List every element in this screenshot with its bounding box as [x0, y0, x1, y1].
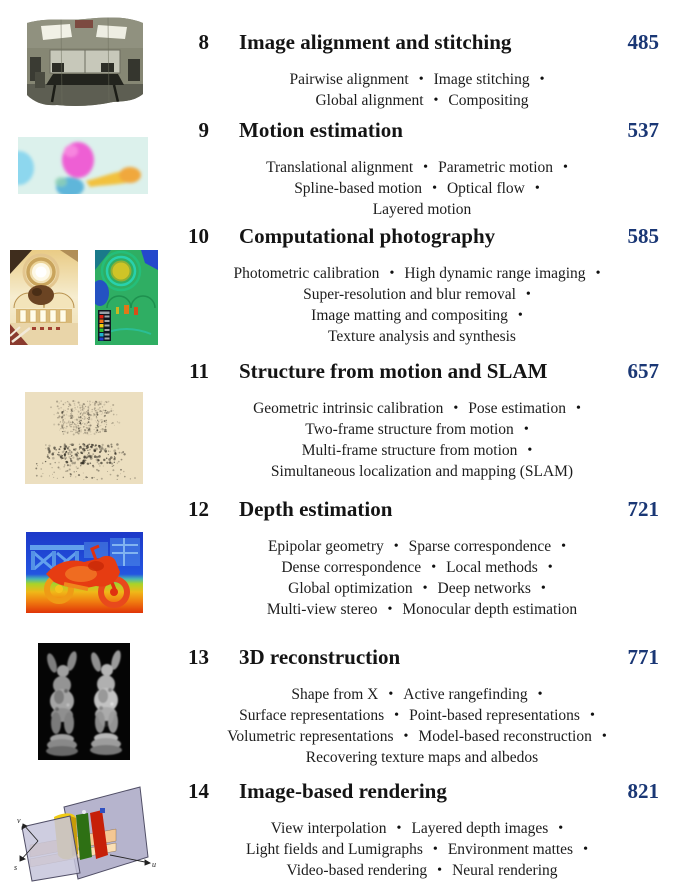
chapter-topics [185, 685, 659, 768]
topic-item: Translational alignment [266, 159, 414, 176]
bullet-separator: • [525, 287, 531, 302]
chapter-number: 13 [188, 645, 209, 669]
topic-item: Parametric motion [438, 159, 554, 176]
bullet-separator: • [394, 708, 400, 723]
chapter-number: 9 [198, 118, 209, 142]
topic-line [185, 706, 659, 727]
bullet-separator: • [534, 181, 540, 196]
chapter-page-number[interactable]: 821 [627, 779, 659, 803]
bullet-separator: • [423, 160, 429, 175]
topic-item: Layered motion [372, 201, 472, 218]
chapter-number: 11 [189, 359, 209, 383]
chapter-14-thumbnail-light-field-diagram [12, 783, 158, 887]
bullet-separator: • [523, 422, 529, 437]
topic-item: Local methods [446, 559, 538, 576]
chapter-page-number[interactable]: 485 [627, 30, 659, 54]
bullet-separator: • [431, 560, 437, 575]
chapter-entry-13 [185, 645, 659, 768]
bullet-separator: • [389, 266, 395, 281]
topic-line [185, 285, 659, 306]
bullet-separator: • [540, 581, 546, 596]
chapter-entry-12 [185, 497, 659, 621]
topic-item: Image stitching [433, 71, 530, 88]
bullet-separator: • [387, 602, 393, 617]
chapter-heading [185, 359, 659, 383]
topic-item: Video-based rendering [286, 862, 428, 879]
bullet-separator: • [537, 687, 543, 702]
topic-item: Multi-frame structure from motion [301, 442, 518, 459]
topic-item: Global optimization [288, 580, 413, 597]
bullet-separator: • [547, 560, 553, 575]
chapter-9-thumbnail-optical-flow [18, 137, 148, 194]
chapter-title[interactable]: Image alignment and stitching [239, 30, 512, 54]
chapter-entry-11 [185, 359, 659, 482]
bullet-separator: • [388, 687, 394, 702]
bullet-separator: • [595, 266, 601, 281]
chapter-heading [185, 497, 659, 521]
topic-line [185, 727, 659, 748]
chapter-heading [185, 30, 659, 54]
chapter-10-thumbnail-hdr-church-photo [10, 250, 78, 345]
topic-item: Active rangefinding [403, 686, 528, 703]
topic-line [185, 685, 659, 706]
topic-item: Compositing [448, 92, 529, 109]
chapter-topics [185, 819, 659, 882]
topic-line [185, 420, 659, 441]
topic-item: Light fields and Lumigraphs [245, 841, 423, 858]
topic-line [185, 264, 659, 285]
chapter-number: 10 [188, 224, 209, 248]
topic-line [185, 91, 659, 112]
bullet-separator: • [432, 181, 437, 196]
chapter-topics [185, 264, 659, 347]
topic-item: Multi-view stereo [266, 601, 378, 618]
topic-item: View interpolation [270, 820, 387, 837]
axis-label-v: v [17, 816, 21, 825]
topic-item: Global alignment [315, 92, 424, 109]
bullet-separator: • [403, 729, 409, 744]
bullet-separator: • [583, 842, 588, 857]
chapter-page-number[interactable]: 721 [627, 497, 659, 521]
topic-line [185, 200, 659, 220]
topic-line [185, 748, 659, 768]
bullet-separator: • [558, 821, 564, 836]
chapter-topics [185, 158, 659, 220]
topic-line [185, 579, 659, 600]
chapter-heading [185, 118, 659, 142]
topic-item: Point-based representations [409, 707, 580, 724]
bullet-separator: • [433, 93, 439, 108]
topic-line [185, 70, 659, 91]
bullet-separator: • [589, 708, 595, 723]
topic-item: Recovering texture maps and albedos [305, 749, 539, 766]
bullet-separator: • [561, 539, 567, 554]
bullet-separator: • [563, 160, 568, 175]
chapter-title[interactable]: Computational photography [239, 224, 496, 248]
topic-item: Geometric intrinsic calibration [253, 400, 444, 417]
axis-label-s: s [14, 863, 18, 872]
chapter-13-thumbnail-statue-reconstructions [38, 643, 130, 760]
bullet-separator: • [437, 863, 443, 878]
bullet-separator: • [517, 308, 523, 323]
chapter-heading [185, 224, 659, 248]
chapter-page-number[interactable]: 537 [627, 118, 659, 142]
bullet-separator: • [422, 581, 428, 596]
bullet-separator: • [539, 72, 545, 87]
chapter-topics [185, 537, 659, 621]
chapter-heading [185, 645, 659, 669]
bullet-separator: • [396, 821, 402, 836]
chapter-12-thumbnail-motorcycle-depth-map [26, 532, 143, 613]
topic-line [185, 158, 659, 179]
bullet-separator: • [575, 401, 581, 416]
axis-label-u: u [152, 860, 156, 869]
topic-item: Deep networks [437, 580, 531, 597]
topic-line [185, 600, 659, 621]
topic-line [185, 840, 659, 861]
chapter-number: 14 [188, 779, 209, 803]
topic-item: Environment mattes [447, 841, 574, 858]
topic-item: Layered depth images [411, 820, 549, 837]
topic-line [185, 861, 659, 882]
topic-item: Monocular depth estimation [402, 601, 578, 618]
topic-line [185, 819, 659, 840]
topic-item: Photometric calibration [233, 265, 380, 282]
bullet-separator: • [418, 72, 424, 87]
topic-item: Simultaneous localization and mapping (SLAM) [270, 463, 574, 480]
chapter-number: 12 [188, 497, 209, 521]
topic-item: Shape from X [291, 686, 379, 703]
chapter-page-number[interactable]: 657 [627, 359, 659, 383]
chapter-page-number[interactable]: 585 [627, 224, 659, 248]
chapter-title[interactable]: Image-based rendering [239, 779, 447, 803]
topic-item: Epipolar geometry [267, 538, 384, 555]
topic-line [185, 399, 659, 420]
bullet-separator: • [601, 729, 607, 744]
chapter-11-thumbnail-sparse-point-cloud [25, 392, 143, 484]
chapter-heading [185, 779, 659, 803]
topic-item: Optical flow [446, 180, 525, 197]
chapter-entry-8 [185, 30, 659, 112]
topic-item: Surface representations [239, 707, 385, 724]
bullet-separator: • [432, 842, 438, 857]
chapter-title[interactable]: Depth estimation [239, 497, 393, 521]
topic-line [185, 558, 659, 579]
colorbar-legend [98, 310, 111, 341]
topic-item: Volumetric representations [227, 728, 394, 745]
bullet-separator: • [453, 401, 459, 416]
topic-item: Spline-based motion [294, 180, 423, 197]
chapter-title[interactable]: Structure from motion and SLAM [239, 359, 548, 383]
chapter-entry-14 [185, 779, 659, 882]
bullet-separator: • [393, 539, 399, 554]
topic-item: Texture analysis and synthesis [328, 328, 516, 345]
chapter-10-thumbnail-false-color-radiance-map [95, 250, 158, 345]
topic-item: High dynamic range imaging [404, 265, 586, 282]
topic-line [185, 462, 659, 482]
topic-item: Model-based reconstruction [418, 728, 592, 745]
chapter-entry-10 [185, 224, 659, 347]
chapter-entry-9 [185, 118, 659, 220]
chapter-topics [185, 70, 659, 112]
topic-item: Image matting and compositing [311, 307, 508, 324]
topic-item: Sparse correspondence [408, 538, 552, 555]
chapter-title[interactable]: Motion estimation [239, 118, 403, 142]
topic-item: Dense correspondence [281, 559, 422, 576]
topic-item: Pairwise alignment [289, 71, 409, 88]
topic-line [185, 327, 659, 347]
chapter-page-number[interactable]: 771 [627, 645, 659, 669]
topic-item: Pose estimation [468, 400, 566, 417]
chapter-topics [185, 399, 659, 482]
topic-item: Neural rendering [452, 862, 558, 879]
topic-item: Super-resolution and blur removal [303, 286, 516, 303]
chapter-title[interactable]: 3D reconstruction [239, 645, 401, 669]
chapter-8-thumbnail-room-panorama [25, 14, 145, 109]
topic-line [185, 441, 659, 462]
topic-item: Two-frame structure from motion [305, 421, 514, 438]
topic-line [185, 537, 659, 558]
bullet-separator: • [527, 443, 533, 458]
chapter-number: 8 [198, 30, 209, 54]
topic-line [185, 179, 659, 200]
topic-line [185, 306, 659, 327]
